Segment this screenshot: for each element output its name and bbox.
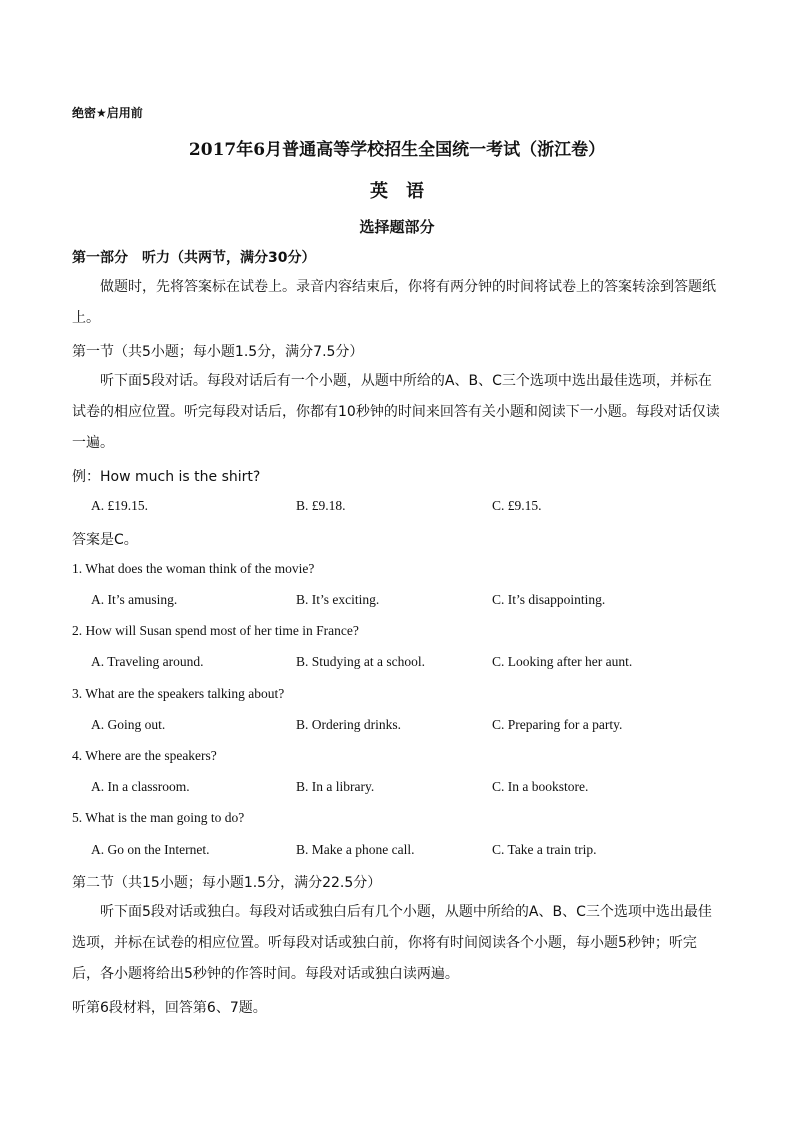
q4-option-b: B. In a library. bbox=[296, 779, 375, 794]
question-4: 4. Where are the speakers? bbox=[72, 748, 217, 763]
q3-option-a: A. Going out. bbox=[91, 717, 166, 732]
q2-option-b: B. Studying at a school. bbox=[296, 654, 425, 669]
q2-option-c: C. Looking after her aunt. bbox=[492, 654, 633, 669]
section2-heading: 第二节（共15小题；每小题1.5分，满分22.5分） bbox=[72, 875, 382, 891]
exam-title: 2017年6月普通高等学校招生全国统一考试（浙江卷） bbox=[188, 140, 606, 160]
section1-heading: 第一节（共5小题；每小题1.5分，满分7.5分） bbox=[72, 344, 364, 360]
example-question: 例：How much is the shirt? bbox=[72, 469, 261, 485]
part-name: 选择题部分 bbox=[359, 218, 435, 236]
q1-option-a: A. It’s amusing. bbox=[91, 592, 178, 607]
section2-instructions: 听下面5段对话或独白。每段对话或独白后有几个小题，从题中所给的A、B、C三个选项中选出最佳选项，并标在试卷的相应位置。听每段对话或独白前，你将有时间阅读各个小题，每小题5秒钟；听完后，各小题将给出5秒钟的作答时间。每段对话或独白读两遍。 bbox=[72, 904, 712, 982]
q1-option-c: C. It’s disappointing. bbox=[492, 592, 606, 607]
question-5: 5. What is the man going to do? bbox=[72, 810, 245, 825]
part1-intro: 做题时，先将答案标在试卷上。录音内容结束后，你将有两分钟的时间将试卷上的答案转涂到答题纸上。 bbox=[72, 279, 716, 326]
question-1: 1. What does the woman think of the movie? bbox=[72, 561, 315, 576]
example-option-a: A. £19.15. bbox=[91, 498, 148, 513]
q1-option-b: B. It’s exciting. bbox=[296, 592, 380, 607]
q2-option-a: A. Traveling around. bbox=[91, 654, 204, 669]
subject-title: 英语 bbox=[370, 181, 442, 202]
question-2: 2. How will Susan spend most of her time in France? bbox=[72, 623, 359, 638]
confidential-label: 绝密★启用前 bbox=[72, 106, 143, 120]
q4-option-c: C. In a bookstore. bbox=[492, 779, 589, 794]
q5-option-c: C. Take a train trip. bbox=[492, 842, 597, 857]
question-3: 3. What are the speakers talking about? bbox=[72, 686, 285, 701]
section1-instructions: 听下面5段对话。每段对话后有一个小题，从题中所给的A、B、C三个选项中选出最佳选项，并标在试卷的相应位置。听完每段对话后，你都有10秒钟的时间来回答有关小题和阅读下一小题。每段对话仅读一遍。 bbox=[72, 373, 720, 451]
q5-option-b: B. Make a phone call. bbox=[296, 842, 415, 857]
q3-option-b: B. Ordering drinks. bbox=[296, 717, 401, 732]
q5-option-a: A. Go on the Internet. bbox=[91, 842, 210, 857]
part1-heading: 第一部分 听力（共两节，满分30分） bbox=[72, 250, 316, 266]
q4-option-a: A. In a classroom. bbox=[91, 779, 190, 794]
material-6-note: 听第6段材料，回答第6、7题。 bbox=[72, 1000, 267, 1016]
example-option-c: C. £9.15. bbox=[492, 498, 542, 513]
example-answer: 答案是C。 bbox=[72, 532, 138, 548]
q3-option-c: C. Preparing for a party. bbox=[492, 717, 623, 732]
example-option-b: B. £9.18. bbox=[296, 498, 346, 513]
